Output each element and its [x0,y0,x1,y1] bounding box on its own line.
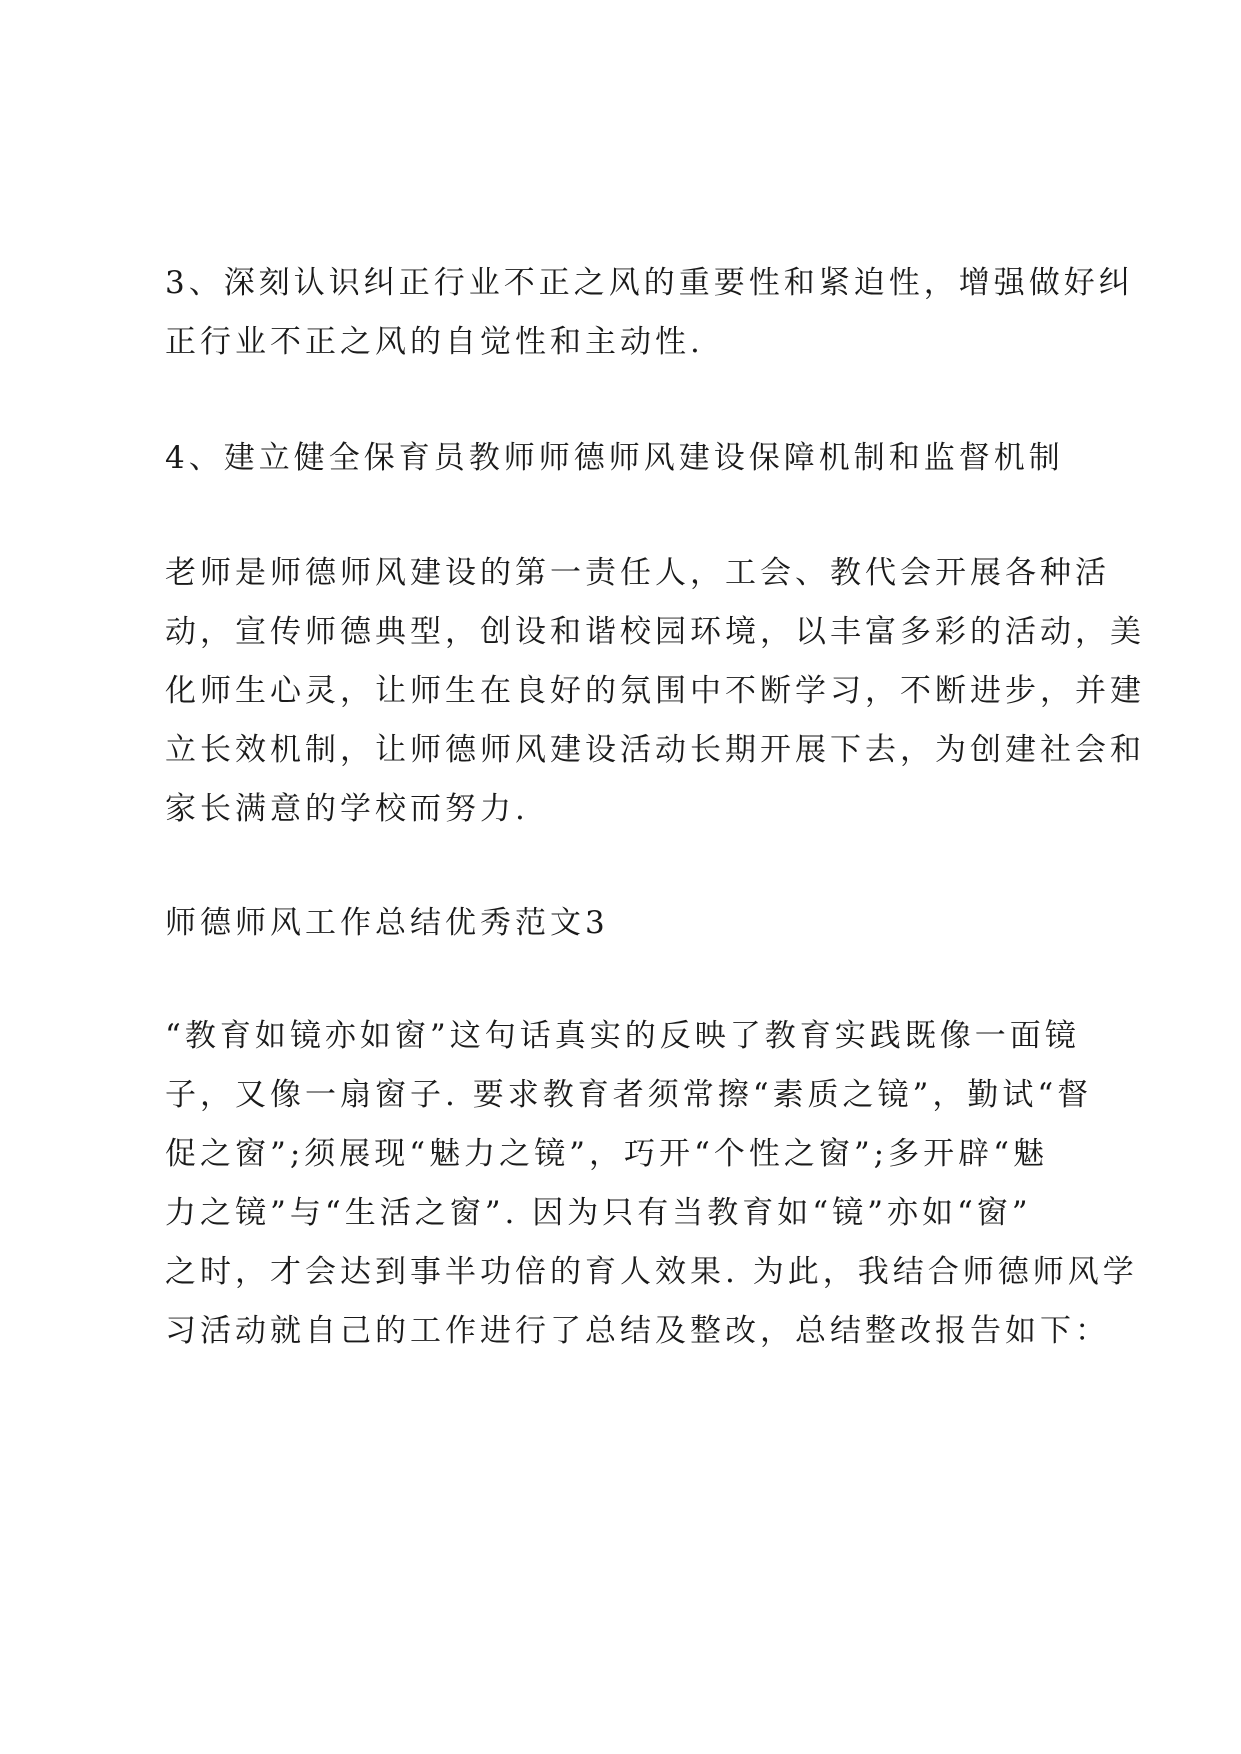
text-line: 子，又像一扇窗子. 要求教育者须常擦“素质之镜”，勤试“督 [165,1077,1093,1113]
heading-line: 师德师风工作总结优秀范文3 [165,905,609,941]
text-line: 立长效机制，让师德师风建设活动长期开展下去，为创建社会和 [165,732,1145,768]
paragraph-item-4 [165,429,1095,488]
text-line: 家长满意的学校而努力. [165,791,529,827]
section-heading [165,894,1095,953]
text-line: 促之窗”;须展现“魅力之镜”，巧开“个性之窗”;多开辟“魅 [165,1136,1048,1172]
text-line: 老师是师德师风建设的第一责任人，工会、教代会开展各种活 [165,555,1110,591]
text-line: 动，宣传师德典型，创设和谐校园环境，以丰富多彩的活动，美 [165,614,1145,650]
text-line: “教育如镜亦如窗”这句话真实的反映了教育实践既像一面镜 [165,1018,1080,1054]
text-line: 化师生心灵，让师生在良好的氛围中不断学习，不断进步，并建 [165,673,1145,709]
text-line: 力之镜”与“生活之窗”. 因为只有当教育如“镜”亦如“窗” [165,1195,1032,1231]
text-line: 正行业不正之风的自觉性和主动性. [165,324,704,360]
paragraph-body-1 [165,544,1145,839]
text-line: 之时，才会达到事半功倍的育人效果. 为此，我结合师德师风学 [165,1254,1138,1290]
text-line: 3、深刻认识纠正行业不正之风的重要性和紧迫性，增强做好纠 [165,265,1134,301]
paragraph-item-3 [165,254,1134,372]
text-line: 4、建立健全保育员教师师德师风建设保障机制和监督机制 [165,440,1064,476]
paragraph-body-2 [165,1007,1138,1361]
text-line: 习活动就自己的工作进行了总结及整改，总结整改报告如下： [165,1313,1110,1349]
